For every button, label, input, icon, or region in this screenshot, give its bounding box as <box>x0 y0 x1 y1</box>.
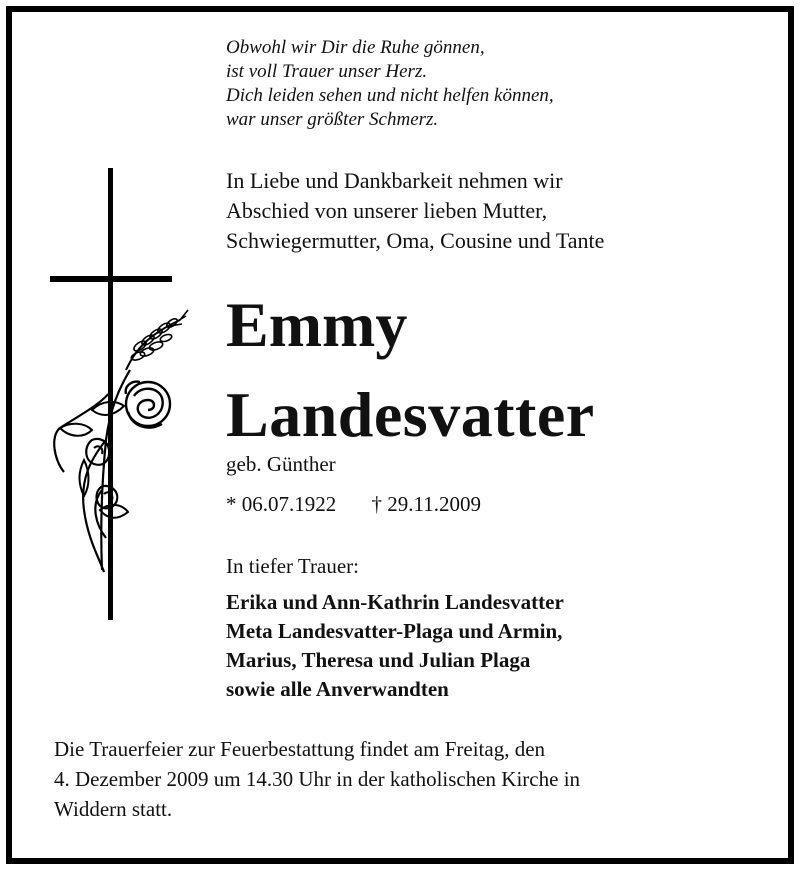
intro-line: Schwiegermutter, Oma, Cousine und Tante <box>226 228 605 253</box>
mourner-line: Erika und Ann-Kathrin Landesvatter <box>226 590 564 614</box>
mourner-line: sowie alle Anverwandten <box>226 677 449 701</box>
mourner-line: Meta Landesvatter-Plaga und Armin, <box>226 619 563 643</box>
death-date: † 29.11.2009 <box>371 492 481 516</box>
memorial-poem <box>226 36 554 132</box>
deceased-last-name: Landesvatter <box>226 379 595 450</box>
intro-line: Abschied von unserer lieben Mutter, <box>226 198 548 223</box>
funeral-line: Die Trauerfeier zur Feuerbestattung findet am Freitag, den <box>54 737 546 761</box>
mourning-label: In tiefer Trauer: <box>226 554 359 578</box>
poem-line: war unser größter Schmerz. <box>226 109 439 130</box>
funeral-notice <box>54 734 754 824</box>
intro-line: In Liebe und Dankbarkeit nehmen wir <box>226 168 563 193</box>
funeral-line: Widdern statt. <box>54 797 173 821</box>
poem-line: Obwohl wir Dir die Ruhe gönnen, <box>226 37 485 58</box>
deceased-first-name: Emmy <box>226 289 408 360</box>
birth-date: * 06.07.1922 <box>226 492 337 516</box>
mourner-line: Marius, Theresa und Julian Plaga <box>226 648 531 672</box>
funeral-line: 4. Dezember 2009 um 14.30 Uhr in der katholischen Kirche in <box>54 767 581 791</box>
farewell-intro <box>226 166 604 256</box>
cross-with-rose-and-wheat-icon <box>40 160 200 630</box>
life-dates <box>226 492 481 517</box>
mourners-list <box>226 588 564 704</box>
poem-line: Dich leiden sehen und nicht helfen können, <box>226 85 554 106</box>
birth-name: geb. Günther <box>226 452 336 476</box>
poem-line: ist voll Trauer unser Herz. <box>226 61 428 82</box>
